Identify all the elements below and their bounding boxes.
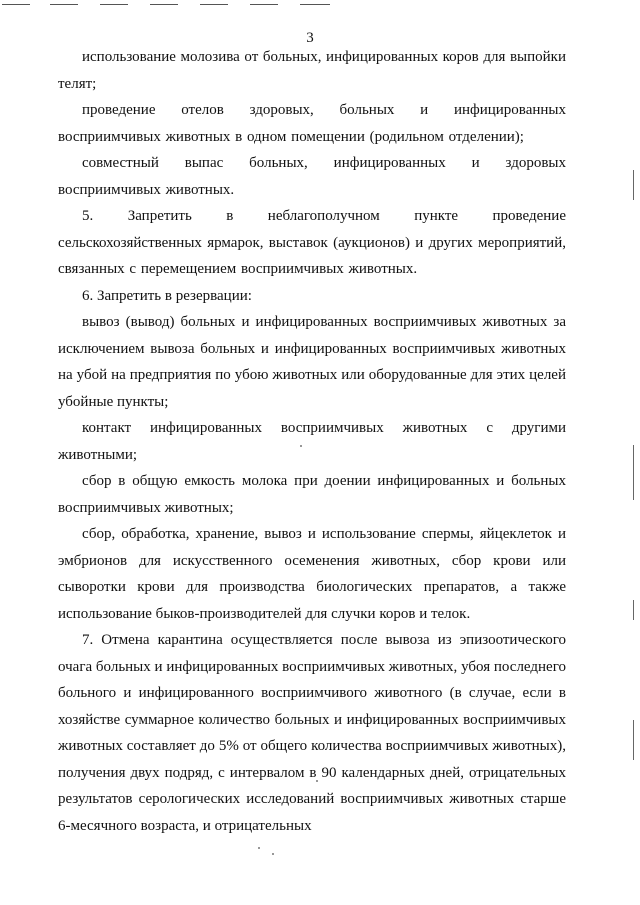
paragraph-sperm: сбор, обработка, хранение, вывоз и использование спермы, яйцеклеток и эмбрионов для искусственного осеменения животных, сбор крови или сыворотки крови для производства биологических препаратов, а также использование быков-производителей для случки коров и телок. <box>58 526 566 622</box>
paragraph-grazing: совместный выпас больных, инфицированных и здоровых восприимчивых животных. <box>58 155 566 198</box>
paragraph-item-6: 6. Запретить в резервации: <box>82 287 252 304</box>
paragraph-item-7: 7. Отмена карантина осуществляется после вывоза из эпизоотического очага больных и инфицированных восприимчивых животных, убоя последнего больного и инфицированного восприимчивого животного (в случае, если в хозяйстве суммарное количество больных и инфицированных восприимчивых животных составляет до 5% от общего количества восприимчивых животных), получения двух подряд, с интервалом в 90 календарных дней, отрицательных результатов серологических исследований восприимчивых животных старше 6-месячного возраста, и отрицательных <box>58 632 566 834</box>
paragraph-contact: контакт инфицированных восприимчивых животных с другими животными; <box>58 420 566 463</box>
paragraph-colostrum: использование молозива от больных, инфицированных коров для выпойки телят; <box>58 49 566 92</box>
document-body <box>58 44 566 839</box>
paragraph-item-5: 5. Запретить в неблагополучном пункте проведение сельскохозяйственных ярмарок, выставок (аукционов) и других мероприятий, связанных с перемещением восприимчивых животных. <box>58 208 566 277</box>
paragraph-milk: сбор в общую емкость молока при доении инфицированных и больных восприимчивых животных; <box>58 473 566 516</box>
paragraph-removal: вывоз (вывод) больных и инфицированных восприимчивых животных за исключением вывоза больных и инфицированных восприимчивых животных на убой на предприятия по убою животных или оборудованные для этих целей убойные пункты; <box>58 314 566 410</box>
scan-top-edge-marks <box>0 4 640 8</box>
paragraph-calving: проведение отелов здоровых, больных и инфицированных восприимчивых животных в одном помещении (родильном отделении); <box>58 102 566 145</box>
page-number: 3 <box>306 30 314 46</box>
